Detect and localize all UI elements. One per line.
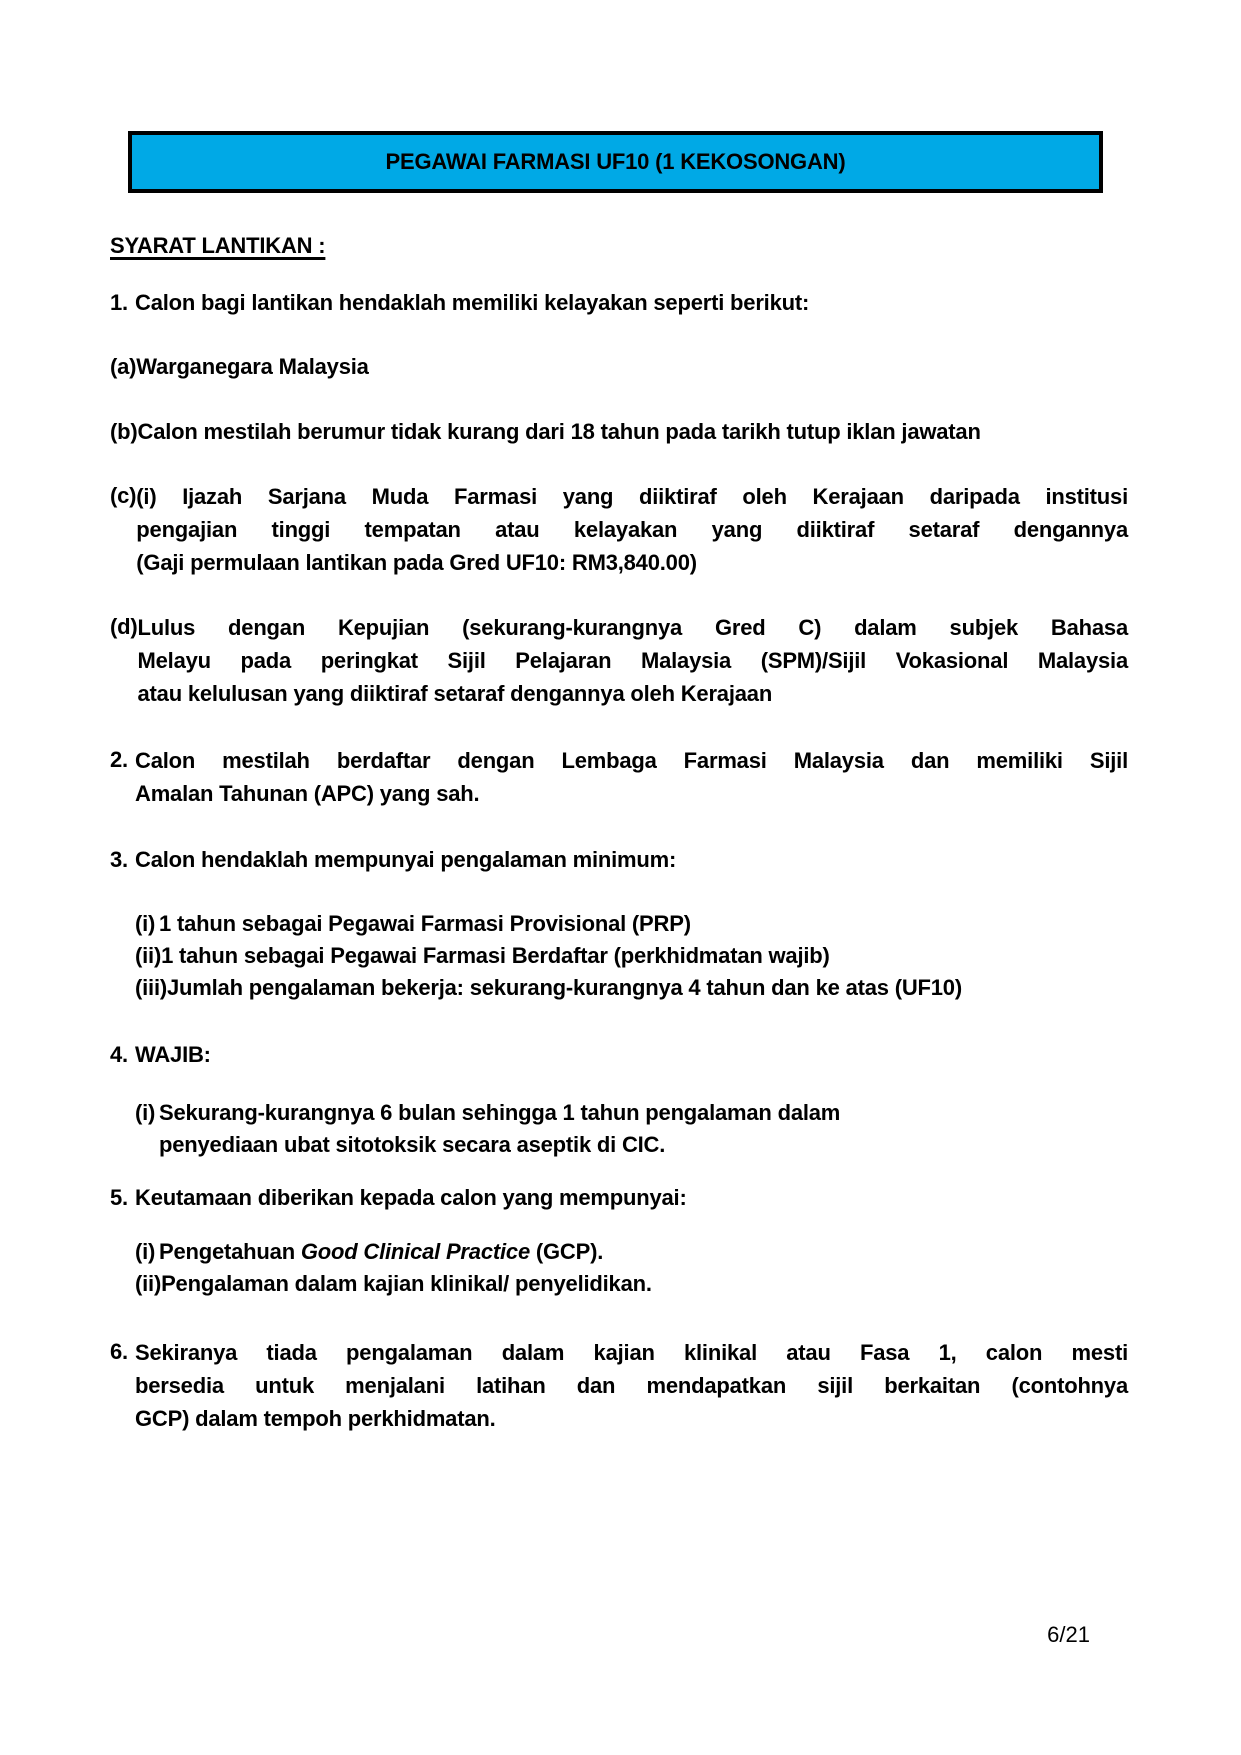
list-item-1d <box>110 611 1128 710</box>
sub-item-text: Pengalaman dalam kajian klinikal/ penyelidikan. <box>161 1271 652 1296</box>
list-item-4 <box>110 1039 1128 1071</box>
list-item-3-ii <box>135 940 1128 972</box>
text-line: atau kelulusan yang diiktiraf setaraf dengannya oleh Kerajaan <box>137 681 773 706</box>
item-1-text: Calon bagi lantikan hendaklah memiliki kelayakan seperti berikut: <box>135 290 810 315</box>
text-line: Sekiranya tiada pengalaman dalam kajian klinikal atau Fasa 1, calon mesti <box>135 1340 1128 1365</box>
text-line: pengajian tinggi tempatan atau kelayakan yang diiktiraf setaraf dengannya <box>136 517 1128 542</box>
list-item-2 <box>110 744 1128 810</box>
list-item-5 <box>110 1182 1128 1214</box>
text-segment: (GCP). <box>529 1239 604 1264</box>
sub-item-text: 1 tahun sebagai Pegawai Farmasi Berdaftar (perkhidmatan wajib) <box>161 943 830 968</box>
item-1a-label: (a) <box>110 354 137 379</box>
list-item-5-ii <box>135 1268 1128 1300</box>
italic-text-segment: Good Clinical Practice <box>300 1239 530 1264</box>
item-1d-label: (d) <box>110 614 138 639</box>
item-1b-text: Calon mestilah berumur tidak kurang dari 18 tahun pada tarikh tutup iklan jawatan <box>137 419 981 444</box>
list-item-1c <box>110 480 1128 579</box>
list-item-1b <box>110 416 1128 448</box>
text-line: GCP) dalam tempoh perkhidmatan. <box>135 1406 496 1431</box>
list-item-6 <box>110 1336 1128 1435</box>
text-line: penyediaan ubat sitotoksik secara aseptik di CIC. <box>159 1132 666 1157</box>
text-line: Calon mestilah berdaftar dengan Lembaga Farmasi Malaysia dan memiliki Sijil <box>135 748 1128 773</box>
item-1b-label: (b) <box>110 419 138 444</box>
text-line: Melayu pada peringkat Sijil Pelajaran Malaysia (SPM)/Sijil Vokasional Malaysia <box>137 648 1128 673</box>
item-3-text: Calon hendaklah mempunyai pengalaman minimum: <box>135 847 677 872</box>
sub-item-text: Jumlah pengalaman bekerja: sekurang-kurangnya 4 tahun dan ke atas (UF10) <box>167 975 962 1000</box>
text-line: Amalan Tahunan (APC) yang sah. <box>135 781 480 806</box>
page-number: 6/21 <box>1047 1622 1090 1647</box>
roman-label: (i) <box>135 1100 156 1125</box>
item-4-text: WAJIB: <box>135 1042 211 1067</box>
sub-item-text <box>159 1097 1128 1161</box>
list-item-3-i <box>135 908 1128 940</box>
list-item-1 <box>110 287 1128 319</box>
sub-item-text: 1 tahun sebagai Pegawai Farmasi Provisional (PRP) <box>159 911 691 936</box>
list-item-3-iii <box>135 972 1128 1004</box>
item-6-text <box>135 1336 1128 1435</box>
section-heading: SYARAT LANTIKAN : <box>110 233 326 258</box>
text-line: (i) Ijazah Sarjana Muda Farmasi yang diiktiraf oleh Kerajaan daripada institusi <box>136 484 1128 509</box>
text-line: (Gaji permulaan lantikan pada Gred UF10: RM3,840.00) <box>136 550 697 575</box>
item-1c-text <box>136 480 1128 579</box>
job-title-banner <box>128 131 1103 193</box>
text-line: Sekurang-kurangnya 6 bulan sehingga 1 tahun pengalaman dalam <box>159 1100 841 1125</box>
list-item-4-i <box>135 1097 1128 1161</box>
roman-label: (iii) <box>135 975 167 1000</box>
item-5-text: Keutamaan diberikan kepada calon yang mempunyai: <box>135 1185 687 1210</box>
list-item-3 <box>110 844 1128 876</box>
item-2-number: 2. <box>110 747 128 772</box>
item-1a-text: Warganegara Malaysia <box>136 354 369 379</box>
item-2-text <box>135 744 1128 810</box>
roman-label: (ii) <box>135 1271 162 1296</box>
item-4-number: 4. <box>110 1042 128 1067</box>
text-segment: Pengetahuan <box>159 1239 301 1264</box>
text-line: bersedia untuk menjalani latihan dan mendapatkan sijil berkaitan (contohnya <box>135 1373 1128 1398</box>
item-1-number: 1. <box>110 290 128 315</box>
list-item-5-i <box>135 1236 1128 1268</box>
job-title: PEGAWAI FARMASI UF10 (1 KEKOSONGAN) <box>385 149 846 174</box>
item-3-number: 3. <box>110 847 128 872</box>
item-6-number: 6. <box>110 1339 128 1364</box>
item-5-number: 5. <box>110 1185 128 1210</box>
roman-label: (i) <box>135 911 156 936</box>
roman-label: (ii) <box>135 943 162 968</box>
text-line: Lulus dengan Kepujian (sekurang-kurangnya Gred C) dalam subjek Bahasa <box>137 615 1128 640</box>
sub-item-text <box>159 1236 1128 1268</box>
item-1d-text <box>138 611 1129 710</box>
roman-label: (i) <box>135 1239 156 1264</box>
list-item-1a <box>110 351 1128 383</box>
item-1c-label: (c) <box>110 483 137 508</box>
